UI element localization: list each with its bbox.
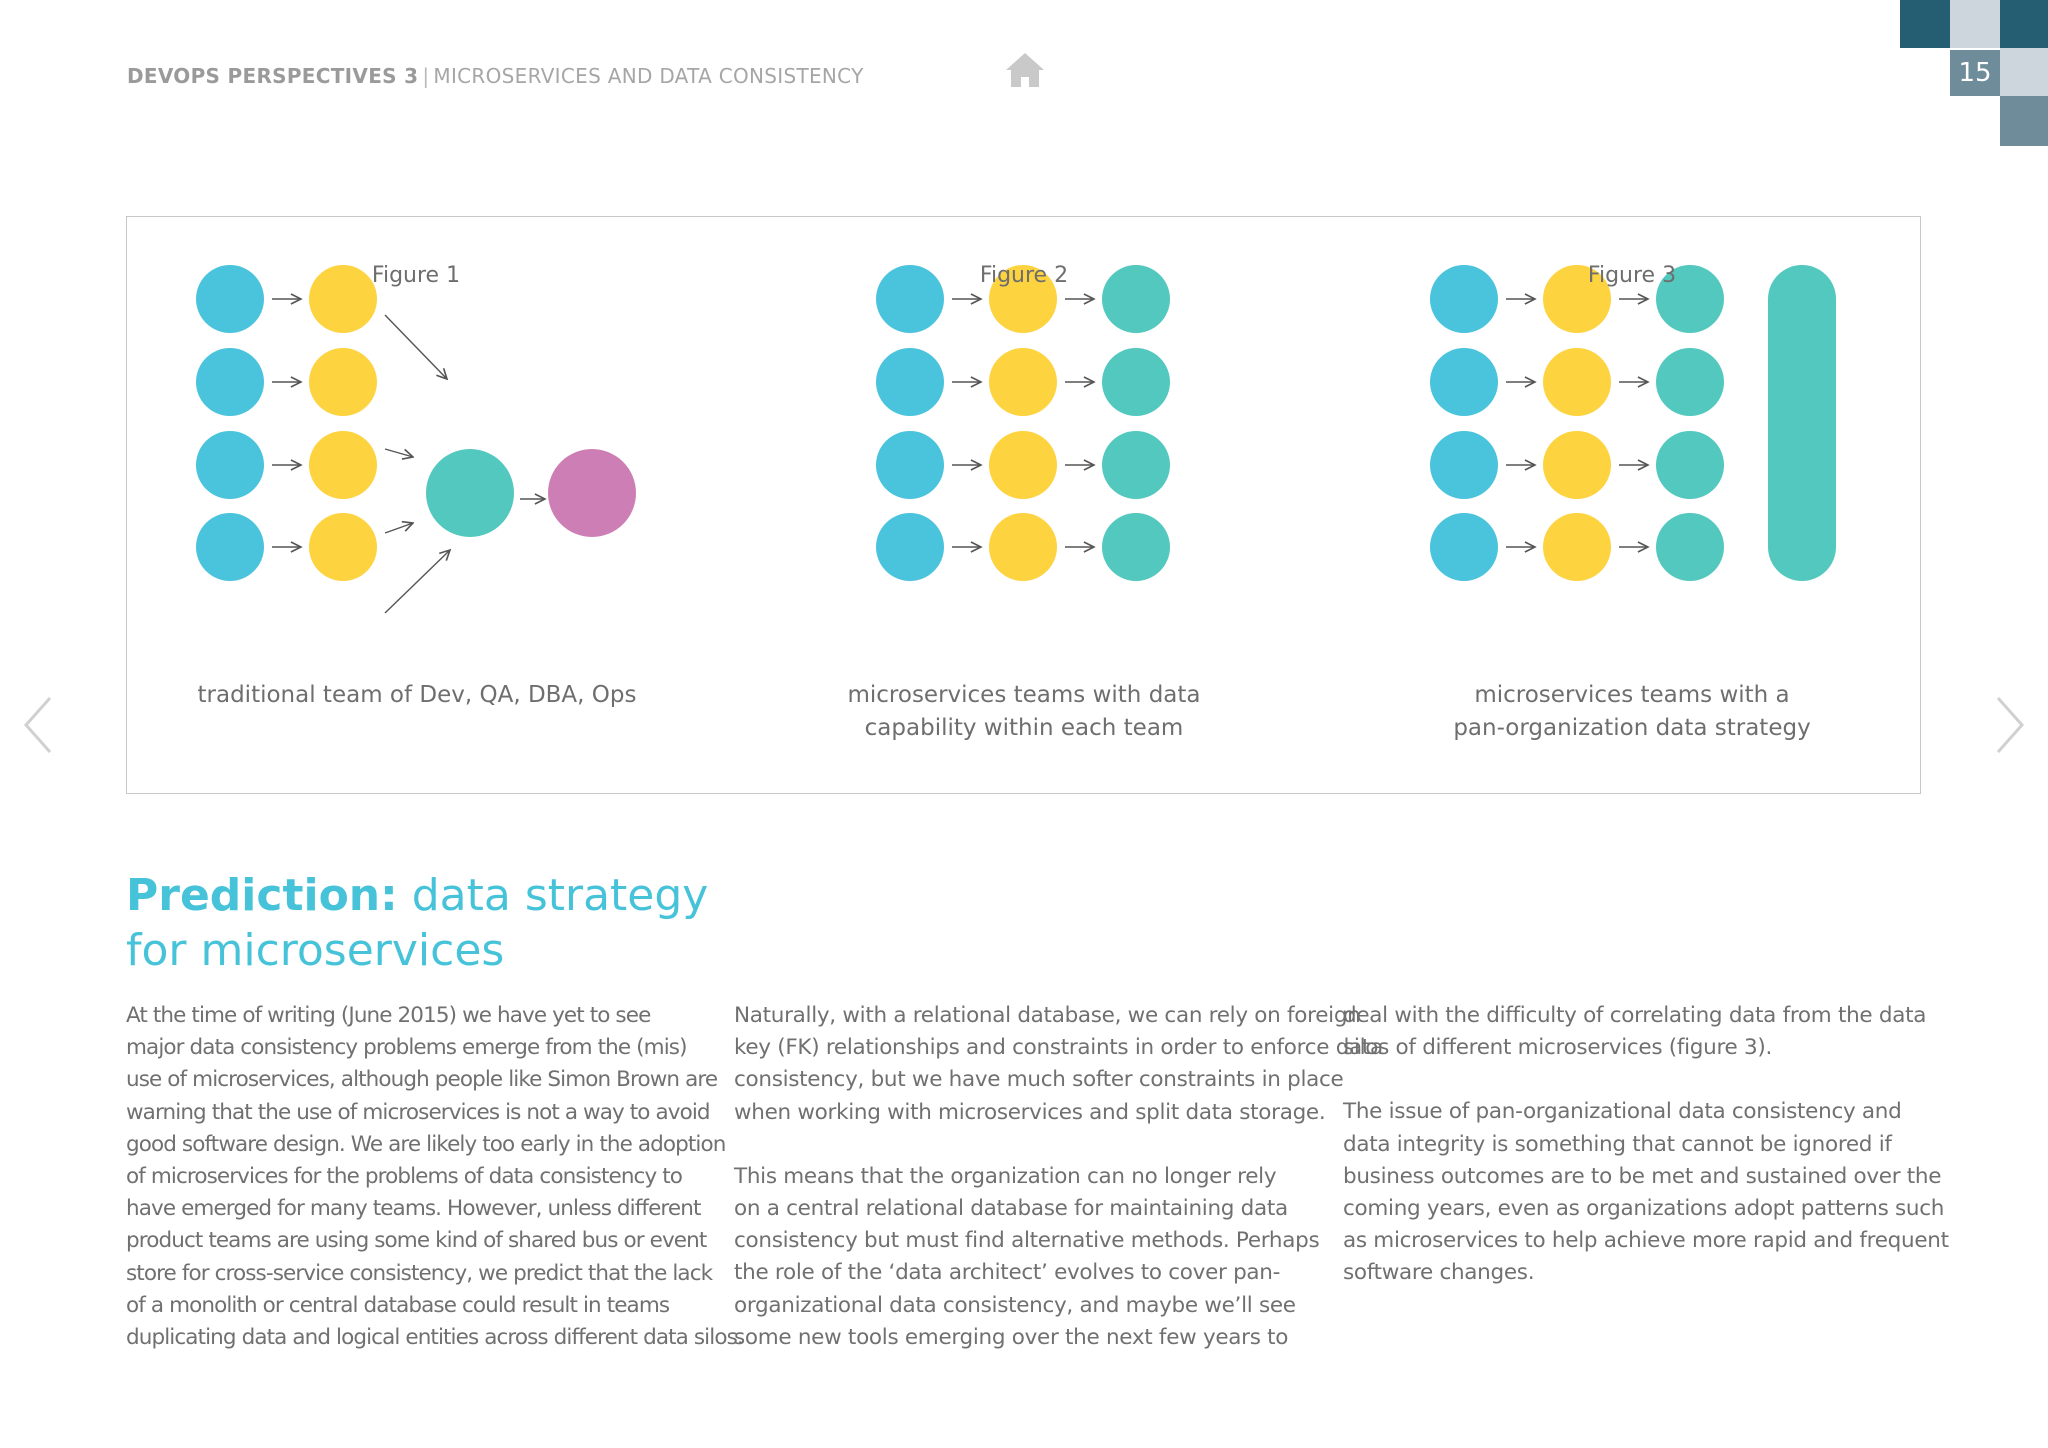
paragraph (734, 1161, 1320, 1354)
heading-rest: data strategy (411, 870, 709, 921)
figure-panel (126, 216, 1921, 794)
text-line: of a monolith or central database could result in teams (126, 1292, 670, 1318)
qa-circle (309, 348, 377, 416)
shared-data-bar (1768, 265, 1836, 581)
text-line: on a central relational database for maintaining data (734, 1196, 1288, 1222)
caption-line: pan-organization data strategy (1453, 715, 1811, 741)
dev-circle (876, 348, 944, 416)
text-line: of microservices for the problems of data consistency to (126, 1164, 683, 1190)
page-header (127, 64, 864, 88)
dev-circle (196, 431, 264, 499)
dev-circle (1430, 431, 1498, 499)
dev-circle (876, 513, 944, 581)
arrow (385, 550, 450, 613)
figure-2-diagram (876, 265, 1170, 581)
dba-circle (426, 449, 514, 537)
text-line: software changes. (1343, 1260, 1535, 1286)
text-line: as microservices to help achieve more rapid and frequent (1343, 1228, 1949, 1254)
text-line: consistency, but we have much softer constraints in place (734, 1067, 1344, 1093)
figure-2-caption (794, 679, 1254, 745)
qa-circle (989, 348, 1057, 416)
qa-circle (989, 431, 1057, 499)
body-column-2 (734, 1000, 1383, 1386)
caption-line: microservices teams with data (847, 682, 1201, 708)
figure-3-diagram (1430, 265, 1836, 581)
section-heading (126, 868, 708, 978)
text-line: when working with microservices and split data storage. (734, 1099, 1326, 1125)
publication-title: DEVOPS PERSPECTIVES 3 (127, 64, 419, 88)
qa-circle (1543, 431, 1611, 499)
body-column-1 (126, 1000, 743, 1386)
text-line: deal with the difficulty of correlating data from the data (1343, 1003, 1927, 1028)
dba-circle (1656, 348, 1724, 416)
dev-circle (196, 348, 264, 416)
figure-3-caption (1402, 679, 1862, 745)
deco-square (1950, 0, 2000, 48)
text-line: some new tools emerging over the next few years to (734, 1324, 1289, 1350)
figure-1-title: Figure 1 (371, 263, 461, 288)
text-line: good software design. We are likely too early in the adoption (126, 1131, 726, 1157)
qa-circle (1543, 348, 1611, 416)
dba-circle (1656, 431, 1724, 499)
text-line: data integrity is something that cannot be ignored if (1343, 1131, 1892, 1157)
page-number: 15 (1950, 50, 2000, 96)
dba-circle (1102, 348, 1170, 416)
dev-circle (1430, 348, 1498, 416)
arrow (385, 523, 413, 533)
dba-circle (1102, 431, 1170, 499)
text-line: organizational data consistency, and maybe we’ll see (734, 1292, 1296, 1318)
text-line: The issue of pan-organizational data consistency and (1343, 1099, 1902, 1125)
deco-square (2000, 48, 2048, 96)
text-line: silos of different microservices (figure 3). (1343, 1035, 1773, 1061)
chevron-left-icon[interactable] (18, 690, 58, 760)
home-icon[interactable] (1004, 50, 1046, 90)
paragraph (734, 1000, 1383, 1129)
paragraph (1343, 1000, 1927, 1064)
qa-circle (989, 513, 1057, 581)
qa-circle (309, 431, 377, 499)
dev-circle (1430, 513, 1498, 581)
dba-circle (1656, 513, 1724, 581)
dba-circle (1102, 513, 1170, 581)
text-line: duplicating data and logical entities across different data silos. (126, 1325, 743, 1351)
text-line: business outcomes are to be met and sustained over the (1343, 1163, 1942, 1189)
chevron-right-icon[interactable] (1990, 690, 2030, 760)
caption-line: microservices teams with a (1474, 682, 1790, 708)
qa-circle (309, 513, 377, 581)
figure-1-diagram (196, 265, 636, 613)
chapter-title: MICROSERVICES AND DATA CONSISTENCY (433, 64, 864, 88)
heading-line-2: for microservices (126, 925, 505, 976)
text-line: store for cross-service consistency, we predict that the lack (126, 1260, 713, 1286)
text-line: warning that the use of microservices is not a way to avoid (126, 1099, 710, 1125)
text-line: coming years, even as organizations adopt patterns such (1343, 1196, 1945, 1222)
figure-3-title: Figure 3 (1587, 263, 1677, 288)
text-line: the role of the ‘data architect’ evolves to cover pan- (734, 1260, 1281, 1286)
header-separator: | (422, 64, 430, 88)
text-line: have emerged for many teams. However, unless different (126, 1196, 701, 1222)
caption-line: capability within each team (864, 715, 1184, 741)
body-column-3 (1343, 1000, 1949, 1322)
paragraph (126, 1000, 743, 1354)
text-line: major data consistency problems emerge from the (mis) (126, 1035, 687, 1061)
text-line: key (FK) relationships and constraints in order to enforce data (734, 1035, 1383, 1061)
qa-circle (1543, 513, 1611, 581)
deco-square (1900, 0, 1950, 48)
ops-circle (548, 449, 636, 537)
dev-circle (196, 513, 264, 581)
heading-bold: Prediction: (126, 870, 398, 921)
text-line: product teams are using some kind of shared bus or event (126, 1228, 707, 1254)
paragraph (1343, 1096, 1949, 1289)
deco-square (2000, 0, 2048, 48)
figure-1-caption: traditional team of Dev, QA, DBA, Ops (197, 682, 637, 708)
arrow (385, 315, 447, 379)
text-line: At the time of writing (June 2015) we have yet to see (126, 1003, 651, 1028)
text-line: use of microservices, although people like Simon Brown are (126, 1067, 718, 1093)
text-line: Naturally, with a relational database, we can rely on foreign (734, 1003, 1361, 1028)
deco-square (2000, 96, 2048, 146)
text-line: This means that the organization can no longer rely (734, 1163, 1277, 1189)
text-line: consistency but must find alternative methods. Perhaps (734, 1228, 1320, 1254)
figure-2-title: Figure 2 (979, 263, 1069, 288)
arrow (385, 449, 413, 457)
dev-circle (876, 431, 944, 499)
